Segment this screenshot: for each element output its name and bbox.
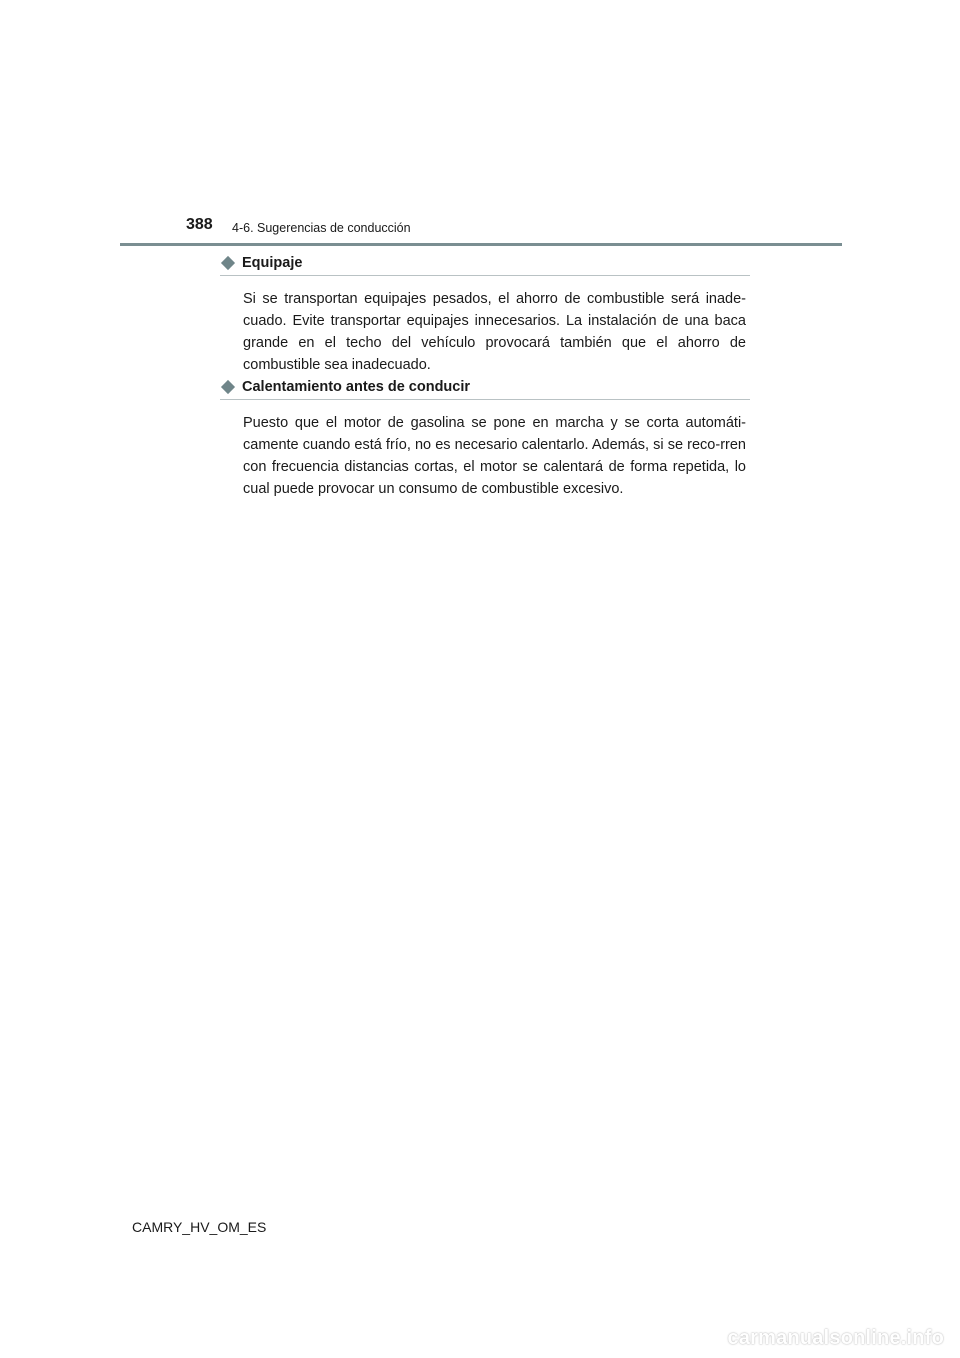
diamond-icon (221, 256, 235, 270)
section-paragraph: Puesto que el motor de gasolina se pone en marcha y se corta automáti-camente cuando está frío, no es necesario calentarlo. Además, si se reco-rren con frecuencia distancias cortas, el motor se calentará de forma repetida, lo cual puede provocar un consumo de combustible excesivo. (243, 415, 746, 497)
section-heading-text: Equipaje (242, 255, 303, 271)
section-paragraph: Si se transportan equipajes pesados, el ahorro de combustible será inade-cuado. Evite transportar equipajes innecesarios. La instalación de una baca grande en el techo del vehículo provocará también que el ahorro de combustible sea inadecuado. (243, 291, 746, 373)
header-rule (120, 243, 842, 246)
section-heading-text: Calentamiento antes de conducir (242, 379, 471, 395)
section-heading (220, 252, 750, 276)
page-number: 388 (186, 216, 213, 233)
diamond-icon (221, 380, 235, 394)
section-equipaje (220, 252, 750, 376)
footer-document-code: CAMRY_HV_OM_ES (132, 1219, 267, 1235)
watermark: carmanualsonline.info (727, 1327, 944, 1349)
section-heading (220, 376, 750, 400)
section-calentamiento (220, 376, 750, 500)
running-header: 4-6. Sugerencias de conducción (232, 221, 411, 235)
